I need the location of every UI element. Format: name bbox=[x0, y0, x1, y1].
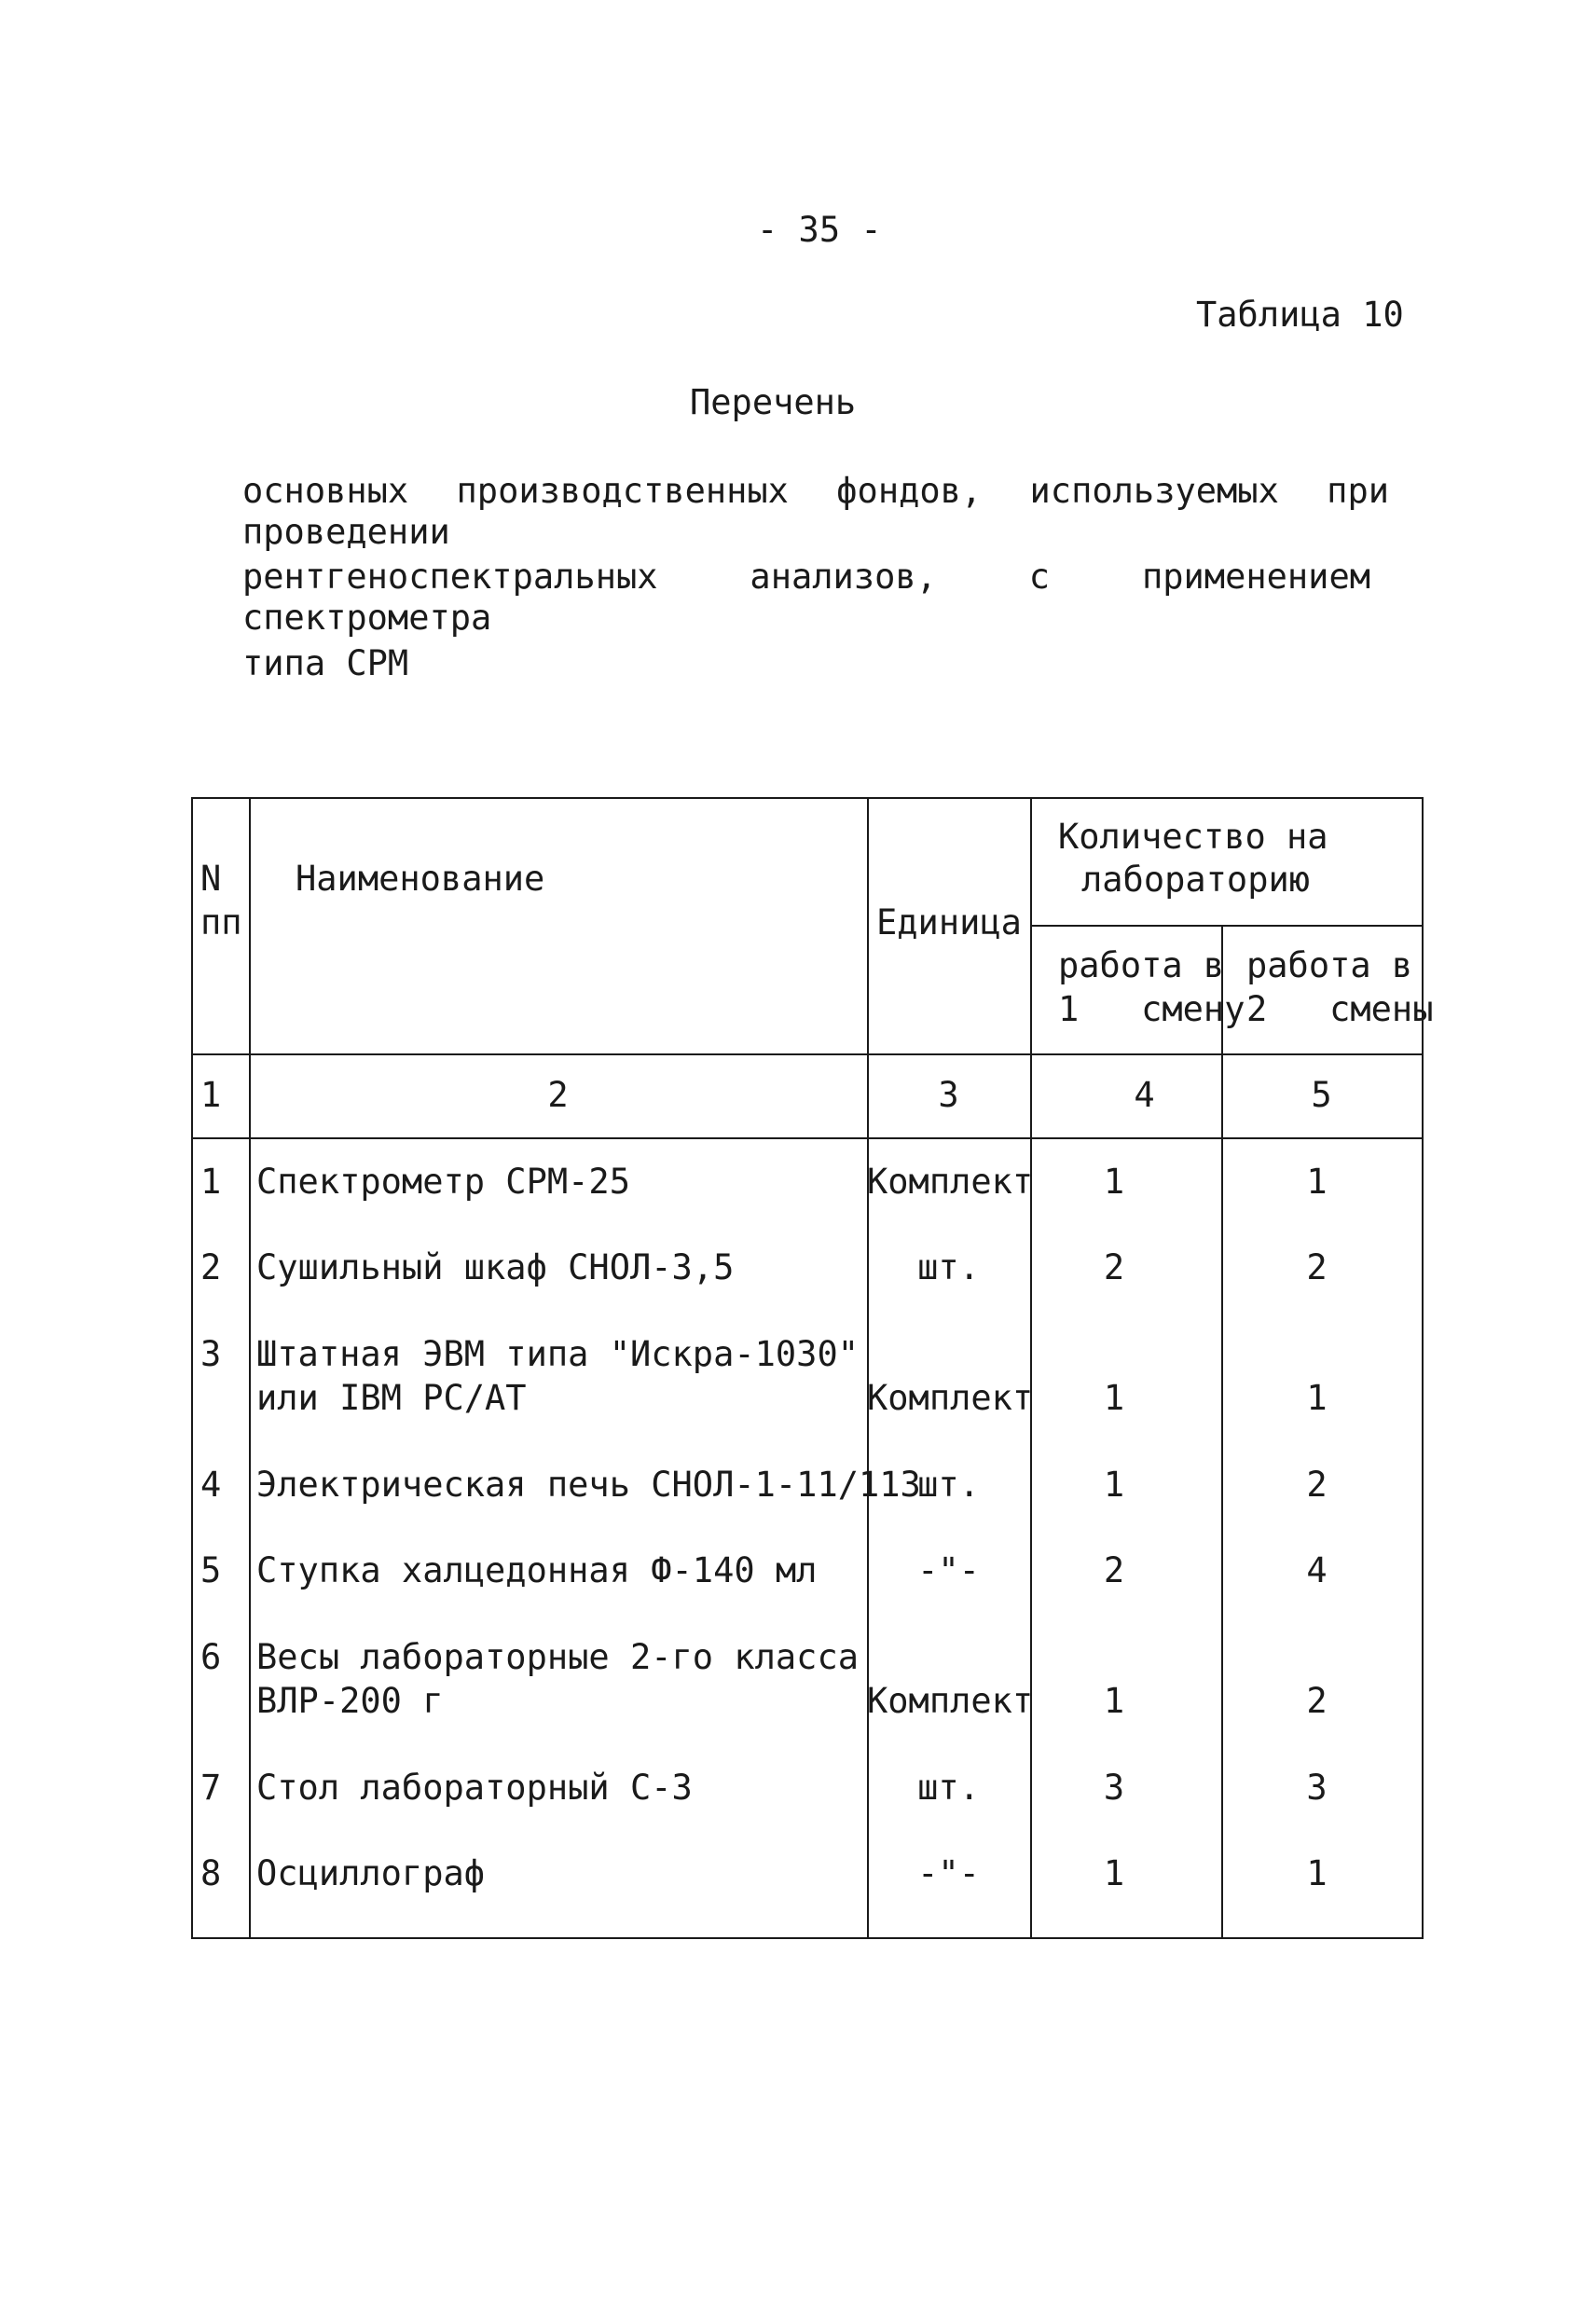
subtitle-line-3: типа СРМ bbox=[242, 643, 409, 683]
header-qty-line2: лабораторию bbox=[1081, 860, 1311, 900]
row-6-number: 6 bbox=[200, 1637, 222, 1677]
row-2-name: Сушильный шкаф СНОЛ-3,5 bbox=[256, 1247, 735, 1287]
row-2-number: 2 bbox=[200, 1247, 222, 1287]
row-1-name: Спектрометр СРМ-25 bbox=[256, 1162, 630, 1202]
row-7-qty-shift1: 3 bbox=[1103, 1768, 1125, 1808]
header-shift2-line2: 2 смены bbox=[1246, 989, 1434, 1029]
row-6-name-line1: Весы лабораторные 2-го класса bbox=[256, 1637, 860, 1677]
col-number-2: 2 bbox=[547, 1075, 569, 1115]
row-6-name-line2: ВЛР-200 г bbox=[256, 1681, 444, 1721]
row-7-qty-shift2: 3 bbox=[1306, 1768, 1328, 1808]
row-3-qty-shift2: 1 bbox=[1306, 1378, 1328, 1418]
row-4-qty-shift1: 1 bbox=[1103, 1465, 1125, 1505]
row-4-qty-shift2: 2 bbox=[1306, 1465, 1328, 1505]
header-qty-line1: Количество на bbox=[1058, 817, 1328, 857]
row-1-unit: Комплект bbox=[867, 1162, 1034, 1202]
row-5-qty-shift2: 4 bbox=[1306, 1550, 1328, 1590]
row-6-unit: Комплект bbox=[867, 1681, 1034, 1721]
row-1-qty-shift1: 1 bbox=[1103, 1162, 1125, 1202]
col-number-5: 5 bbox=[1311, 1075, 1332, 1115]
col-divider-1 bbox=[249, 797, 251, 1939]
header-unit: Единица bbox=[876, 902, 1022, 943]
row-6-qty-shift1: 1 bbox=[1103, 1681, 1125, 1721]
row-8-number: 8 bbox=[200, 1853, 222, 1893]
row-6-qty-shift2: 2 bbox=[1306, 1681, 1328, 1721]
row-4-name: Электрическая печь СНОЛ-1-11/113 bbox=[256, 1465, 921, 1505]
row-7-name: Стол лабораторный С-3 bbox=[256, 1768, 693, 1808]
header-shift1-line2: 1 смену bbox=[1058, 989, 1245, 1029]
col-number-1: 1 bbox=[200, 1075, 222, 1115]
table-left-border bbox=[191, 797, 193, 1939]
row-3-name-line2: или IBM PC/AT bbox=[256, 1378, 527, 1418]
row-2-qty-shift2: 2 bbox=[1306, 1247, 1328, 1287]
col-number-4: 4 bbox=[1134, 1075, 1155, 1115]
row-4-number: 4 bbox=[200, 1465, 222, 1505]
header-shift2-line1: работа в bbox=[1246, 945, 1413, 985]
header-num-line2: пп bbox=[200, 902, 242, 943]
row-8-qty-shift2: 1 bbox=[1306, 1853, 1328, 1893]
header-num-line1: N bbox=[200, 859, 222, 899]
header-bottom-rule bbox=[191, 1053, 1424, 1055]
row-2-unit: шт. bbox=[917, 1247, 980, 1287]
col-number-3: 3 bbox=[938, 1075, 959, 1115]
row-3-number: 3 bbox=[200, 1334, 222, 1374]
row-3-name-line1: Штатная ЭВМ типа "Искра-1030" bbox=[256, 1334, 860, 1374]
table-top-border bbox=[191, 797, 1424, 799]
table-right-border bbox=[1422, 797, 1424, 1939]
subtitle-line-1: основных производственных фондов, используемых при проведении bbox=[242, 471, 1389, 552]
document-title: Перечень bbox=[690, 382, 857, 422]
qty-header-divider bbox=[1030, 925, 1424, 927]
row-5-number: 5 bbox=[200, 1550, 222, 1590]
row-8-qty-shift1: 1 bbox=[1103, 1853, 1125, 1893]
row-7-unit: шт. bbox=[917, 1768, 980, 1808]
equipment-table bbox=[191, 797, 1434, 1939]
row-2-qty-shift1: 2 bbox=[1103, 1247, 1125, 1287]
row-5-name: Ступка халцедонная Ф-140 мл bbox=[256, 1550, 818, 1590]
header-name: Наименование bbox=[296, 859, 545, 899]
row-3-unit: Комплект bbox=[867, 1378, 1034, 1418]
row-5-unit: -"- bbox=[917, 1550, 980, 1590]
header-shift1-line1: работа в bbox=[1058, 945, 1225, 985]
table-label: Таблица 10 bbox=[1196, 295, 1404, 335]
row-8-name: Осциллограф bbox=[256, 1853, 486, 1893]
row-4-unit: шт. bbox=[917, 1465, 980, 1505]
row-7-number: 7 bbox=[200, 1768, 222, 1808]
row-1-number: 1 bbox=[200, 1162, 222, 1202]
row-1-qty-shift2: 1 bbox=[1306, 1162, 1328, 1202]
page-number: - 35 - bbox=[757, 210, 882, 250]
row-8-unit: -"- bbox=[917, 1853, 980, 1893]
row-5-qty-shift1: 2 bbox=[1103, 1550, 1125, 1590]
table-bottom-border bbox=[191, 1937, 1424, 1939]
subtitle-line-2: рентгеноспектральных анализов, с применением спектрометра bbox=[242, 557, 1370, 638]
row-3-qty-shift1: 1 bbox=[1103, 1378, 1125, 1418]
col-number-rule bbox=[191, 1137, 1424, 1139]
